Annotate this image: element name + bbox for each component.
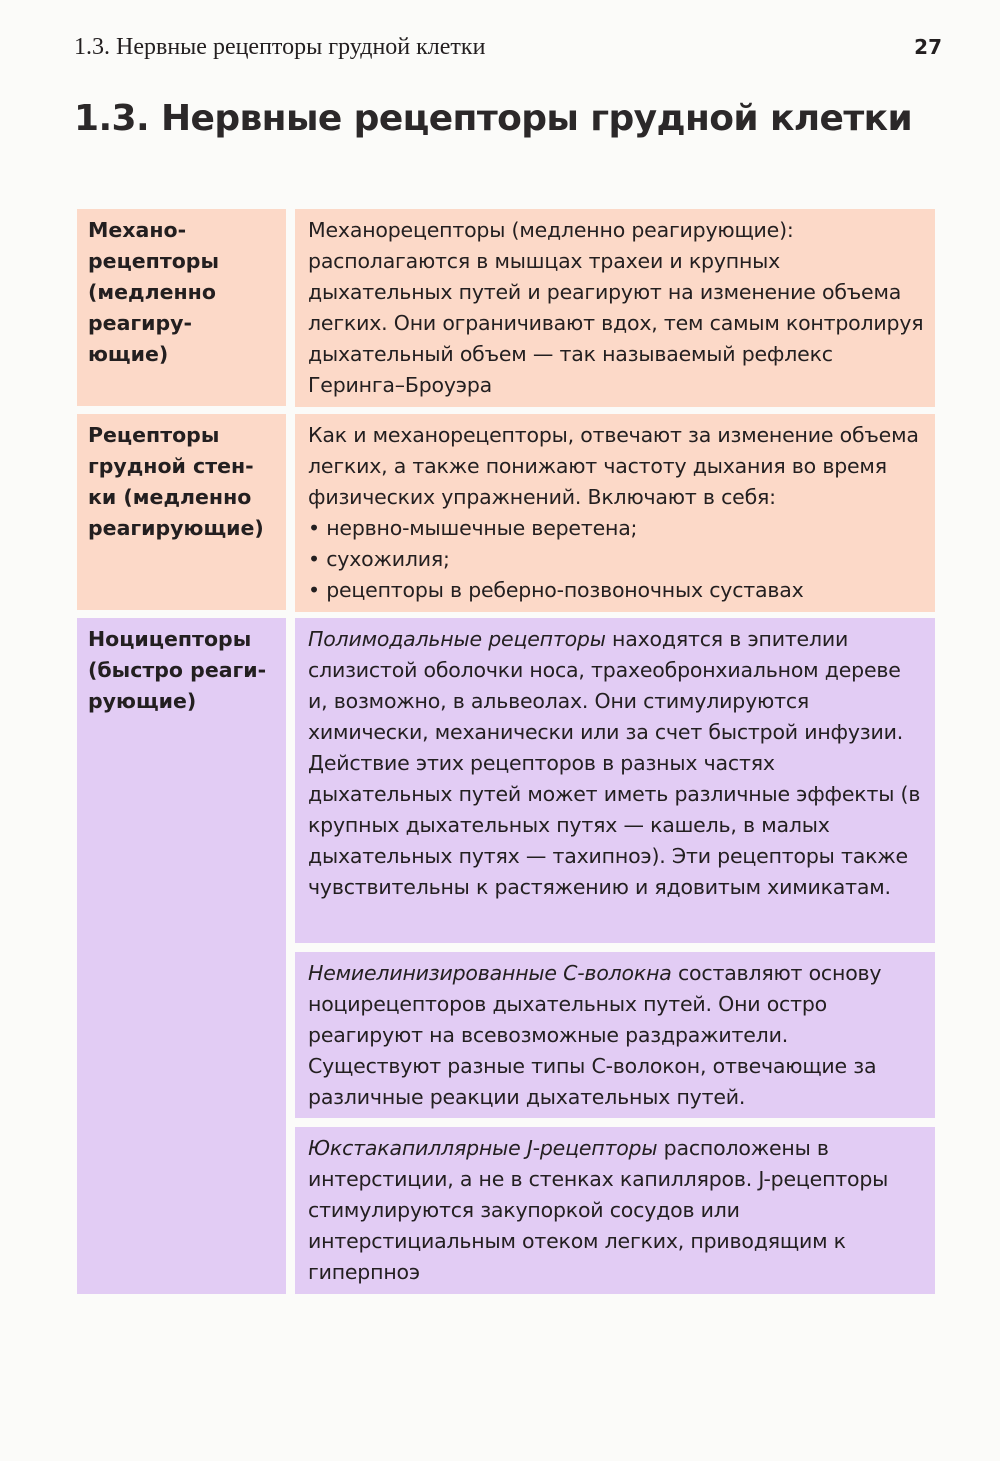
term-polymodal: Полимодальные рецепторы bbox=[308, 627, 606, 651]
j-receptors-text: расположены в интерстиции, а не в стенках капилляров. J-рецепторы стимулируются закупоркой сосудов или интерстициальным отеком легких, приводящим к гиперпноэ bbox=[308, 1136, 889, 1284]
row-label-nociceptors: Ноцицепторы (быстро реаги- рующие) bbox=[77, 618, 286, 1294]
running-title: 1.3. Нервные рецепторы грудной клетки bbox=[74, 34, 486, 60]
running-head bbox=[74, 34, 942, 61]
list-item: • рецепторы в реберно-позвоночных суставах bbox=[308, 578, 804, 602]
c-fibers-text: составляют основу ноцирецепторов дыхательных путей. Они остро реагируют на всевозможные раздражители. Существуют разные типы C-волокон, отвечающие за различные реакции дыхательных путей. bbox=[308, 961, 882, 1109]
row-label-chest-wall: Рецепторы грудной стен- ки (медленно реагирующие) bbox=[77, 414, 286, 610]
list-item: • сухожилия; bbox=[308, 547, 450, 571]
cell-c-fibers bbox=[295, 952, 935, 1118]
row-nociceptors bbox=[77, 618, 935, 1294]
receptor-table bbox=[77, 209, 935, 1302]
chest-wall-intro: Как и механорецепторы, отвечают за изменение объема легких, а также понижают частоту дыхания во время физических упражнений. Включают в себя: bbox=[308, 423, 919, 509]
row-chest-wall bbox=[77, 414, 935, 610]
polymodal-text: находятся в эпителии слизистой оболочки носа, трахеобронхиальном дереве и, возможно, в альвеолах. Они стимулируются химически, механически или за счет быстрой инфузии. Действие этих рецепторов в разных частях дыхательных путей может иметь различные эффекты (в крупных дыхательных путях — кашель, в малых дыхательных путях — тахипноэ). Эти рецепторы также чувствительны к растяжению и ядовитым химикатам. bbox=[308, 627, 921, 899]
page-number: 27 bbox=[914, 35, 942, 59]
section-heading: 1.3. Нервные рецепторы грудной клетки bbox=[74, 98, 913, 139]
term-j-receptors: Юкстакапиллярные J-рецепторы bbox=[308, 1136, 658, 1160]
row-mechanoreceptors bbox=[77, 209, 935, 406]
cell-mechanoreceptors-text: Механорецепторы (медленно реагирующие): располагаются в мышцах трахеи и крупных дыхательных путей и реагируют на изменение объема легких. Они ограничивают вдох, тем самым контролируя дыхательный объем — так называемый рефлекс Геринга–Броуэра bbox=[295, 209, 935, 407]
cell-polymodal bbox=[295, 618, 935, 943]
row-label-mechanoreceptors: Механо- рецепторы (медленно реагиру- ющие) bbox=[77, 209, 286, 406]
term-c-fibers: Немиелинизированные C-волокна bbox=[308, 961, 672, 985]
list-item: • нервно-мышечные веретена; bbox=[308, 516, 638, 540]
cell-j-receptors bbox=[295, 1127, 935, 1294]
cell-chest-wall-text bbox=[295, 414, 935, 612]
